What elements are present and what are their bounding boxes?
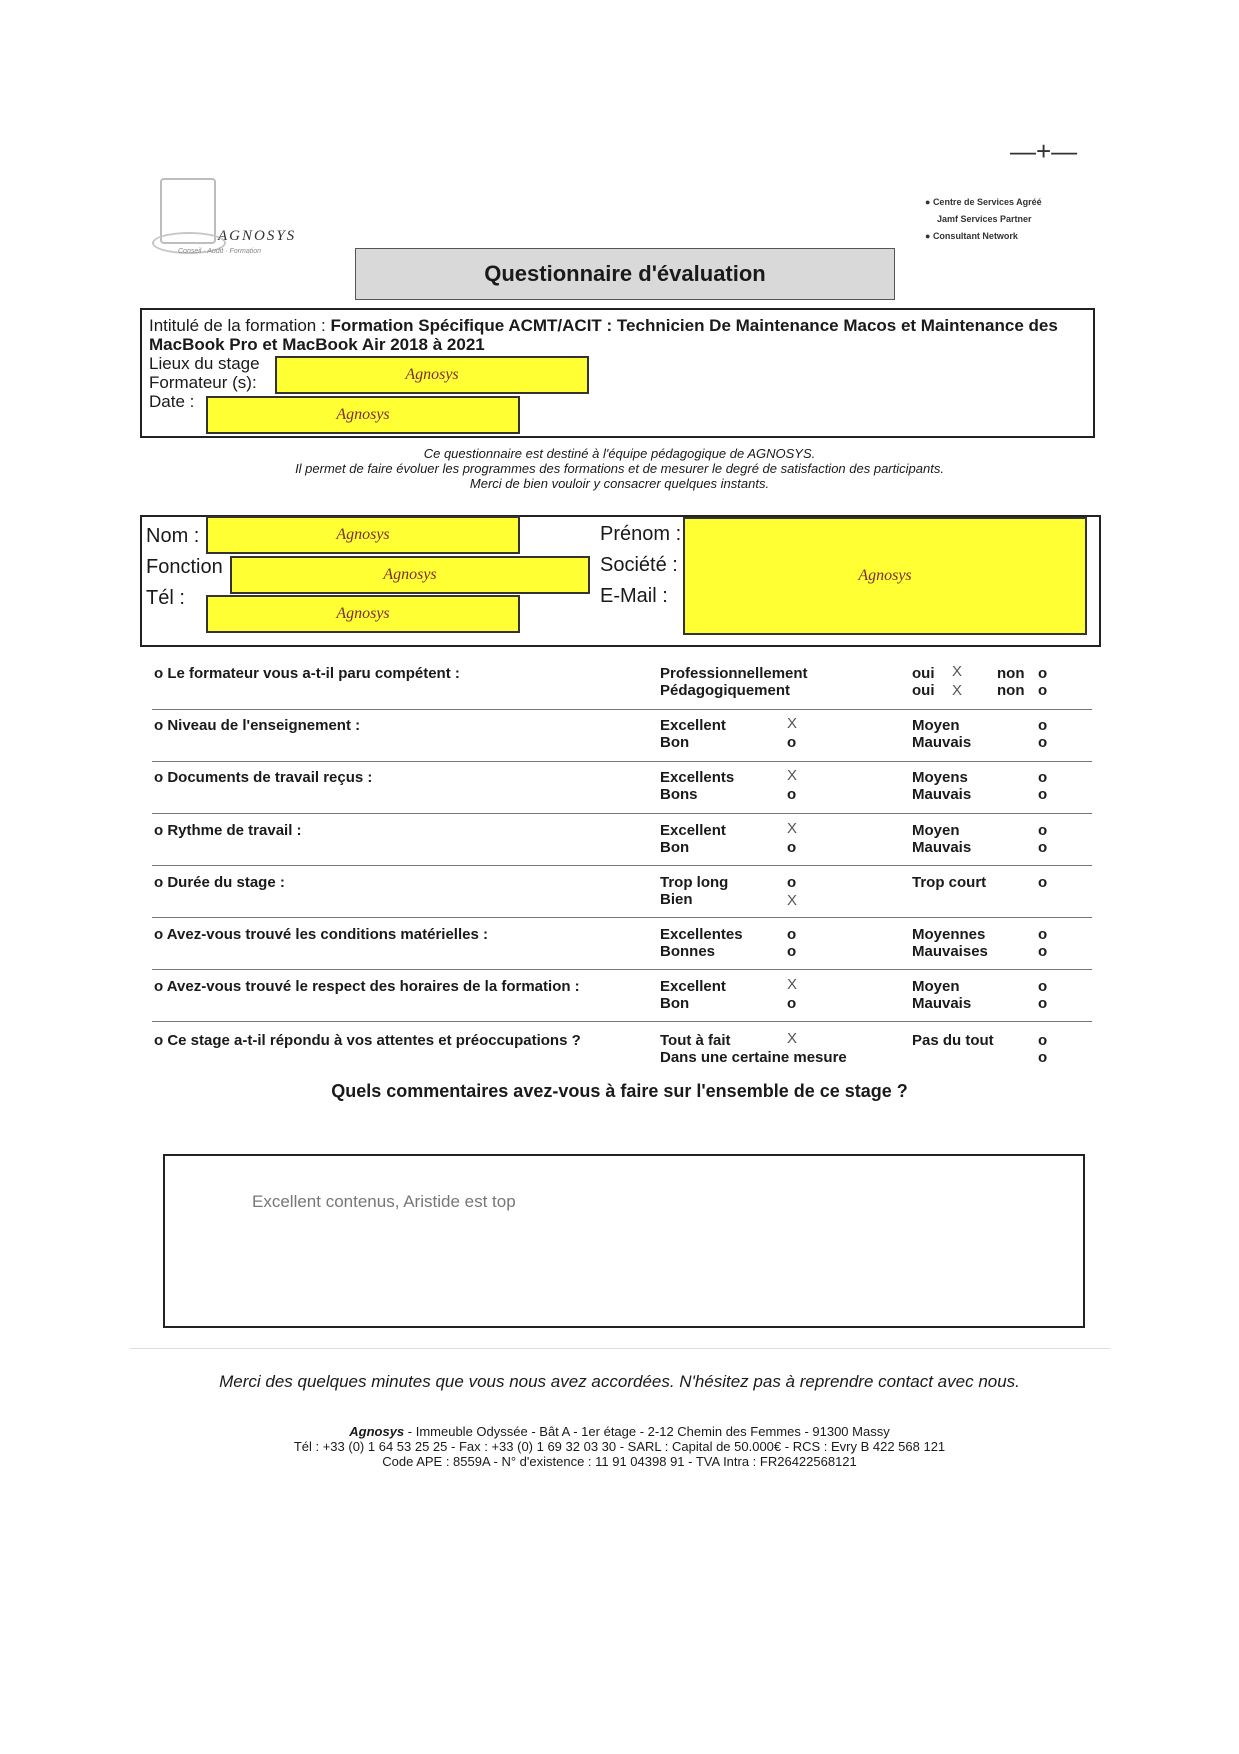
- answer-option: Bon: [660, 839, 690, 856]
- divider: [152, 969, 1092, 970]
- radio-mark: o: [1038, 926, 1048, 943]
- redacted-contact: Agnosys: [683, 517, 1087, 635]
- divider: [152, 761, 1092, 762]
- apple-icon: ●: [925, 197, 933, 207]
- radio-mark: o: [787, 786, 797, 803]
- radio-mark: o: [1038, 717, 1048, 734]
- radio-mark: o: [787, 839, 797, 856]
- radio-mark: o: [1038, 822, 1048, 839]
- check-mark: X: [787, 892, 798, 909]
- signature-mark: —+—: [1010, 136, 1078, 166]
- answer-option: Excellent: [660, 822, 726, 839]
- redacted-nom: Agnosys: [206, 516, 520, 554]
- company-footer: [0, 1424, 1239, 1469]
- fonction-label: Fonction: [146, 556, 223, 578]
- comments-box: [163, 1154, 1085, 1328]
- question-text: o Durée du stage :: [154, 874, 285, 891]
- question-row: [152, 665, 1092, 705]
- answer-option: non: [997, 682, 1025, 699]
- answer-option: Excellent: [660, 717, 726, 734]
- answer-option: Bon: [660, 995, 690, 1012]
- answer-option: Bien: [660, 891, 693, 908]
- radio-mark: o: [1038, 734, 1048, 751]
- answer-option: Trop long: [660, 874, 729, 891]
- radio-mark: o: [787, 943, 797, 960]
- partner-line: ● Centre de Services Agréé: [925, 197, 1042, 207]
- redacted-fonction: Agnosys: [230, 556, 590, 594]
- intro-text: Ce questionnaire est destiné à l'équipe pédagogique de AGNOSYS. Il permet de faire évoluer les programmes des formations et de mesurer le degré de satisfaction des participants. Merci de bien vouloir y consacrer quelques instants.: [295, 446, 944, 491]
- redacted-place-trainer: Agnosys: [275, 356, 589, 394]
- check-mark: X: [787, 1030, 798, 1047]
- divider: [130, 1348, 1110, 1349]
- question-text: o Niveau de l'enseignement :: [154, 717, 361, 734]
- legal-line: Code APE : 8559A - N° d'existence : 11 91 04398 91 - TVA Intra : FR26422568121: [382, 1454, 857, 1469]
- radio-mark: o: [1038, 839, 1048, 856]
- tel-label: Tél :: [146, 587, 185, 609]
- answer-option: Moyen: [912, 822, 960, 839]
- partner-line: ● Consultant Network: [925, 231, 1018, 241]
- question-row: [152, 1032, 1092, 1072]
- trainer-label: Formateur (s):: [149, 373, 257, 392]
- question-text: o Le formateur vous a-t-il paru compétent :: [154, 665, 460, 682]
- answer-option: Excellentes: [660, 926, 743, 943]
- check-mark: X: [787, 767, 798, 784]
- nom-label: Nom :: [146, 525, 200, 547]
- logo-tagline: Conseil · Audit · Formation: [178, 248, 261, 255]
- radio-mark: o: [1038, 995, 1048, 1012]
- answer-option: Pas du tout: [912, 1032, 994, 1049]
- radio-mark: o: [787, 874, 797, 891]
- partner-line: Jamf Services Partner: [937, 214, 1032, 224]
- answer-option: Professionnellement: [660, 665, 808, 682]
- logo-name: AGNOSYS: [218, 228, 297, 244]
- radio-mark: o: [1038, 1032, 1048, 1049]
- answer-option: Excellent: [660, 978, 726, 995]
- date-label: Date :: [149, 392, 195, 411]
- comment-text: Excellent contenus, Aristide est top: [252, 1192, 516, 1211]
- email-label: E-Mail :: [600, 585, 668, 607]
- radio-mark: o: [1038, 978, 1048, 995]
- divider: [152, 1021, 1092, 1022]
- answer-option: Dans une certaine mesure: [660, 1049, 847, 1066]
- contact-line: Tél : +33 (0) 1 64 53 25 25 - Fax : +33 (0) 1 69 32 03 30 - SARL : Capital de 50.000€ - RCS : Evry B 422 568 121: [293, 1439, 946, 1454]
- redacted-date: Agnosys: [206, 396, 520, 434]
- divider: [152, 865, 1092, 866]
- divider: [152, 709, 1092, 710]
- training-label: Intitulé de la formation :: [149, 316, 331, 335]
- prenom-label: Prénom :: [600, 523, 682, 545]
- answer-option: Mauvais: [912, 786, 972, 803]
- answer-option: Tout à fait: [660, 1032, 731, 1049]
- answer-option: oui: [912, 665, 935, 682]
- answer-option: Mauvais: [912, 995, 972, 1012]
- radio-mark: o: [1038, 943, 1048, 960]
- question-text: o Documents de travail reçus :: [154, 769, 373, 786]
- company-name: Agnosys: [349, 1424, 405, 1439]
- answer-option: Excellents: [660, 769, 735, 786]
- answer-option: Mauvais: [912, 734, 972, 751]
- answer-option: Mauvaises: [912, 943, 988, 960]
- radio-mark: o: [1038, 769, 1048, 786]
- answer-option: Bonnes: [660, 943, 716, 960]
- question-text: o Ce stage a-t-il répondu à vos attentes et préoccupations ?: [154, 1032, 581, 1049]
- radio-mark: o: [1038, 786, 1048, 803]
- check-mark: X: [952, 682, 963, 699]
- question-text: o Avez-vous trouvé les conditions matérielles :: [154, 926, 488, 943]
- radio-mark: o: [787, 995, 797, 1012]
- page-title: Questionnaire d'évaluation: [355, 248, 895, 300]
- answer-option: non: [997, 665, 1025, 682]
- redacted-tel: Agnosys: [206, 595, 520, 633]
- check-mark: X: [787, 715, 798, 732]
- question-row: [152, 978, 1092, 1018]
- answer-option: Moyennes: [912, 926, 986, 943]
- partner-badges: [925, 194, 1042, 245]
- apple-icon: ●: [925, 231, 933, 241]
- radio-mark: o: [1038, 665, 1048, 682]
- answer-option: Moyens: [912, 769, 968, 786]
- answer-option: Bon: [660, 734, 690, 751]
- training-title: Formation Spécifique ACMT/ACIT : Technicien De Maintenance Macos et Maintenance des MacBook Pro et MacBook Air 2018 à 2021: [149, 316, 1058, 354]
- answer-option: Mauvais: [912, 839, 972, 856]
- divider: [152, 917, 1092, 918]
- radio-mark: o: [1038, 1049, 1048, 1066]
- question-row: [152, 717, 1092, 757]
- question-text: o Avez-vous trouvé le respect des horaires de la formation :: [154, 978, 580, 995]
- question-row: [152, 769, 1092, 809]
- answer-option: Bons: [660, 786, 698, 803]
- answer-option: Trop court: [912, 874, 987, 891]
- question-row: [152, 926, 1092, 966]
- address-line: Agnosys - Immeuble Odyssée - Bât A - 1er étage - 2-12 Chemin des Femmes - 91300 Massy: [349, 1424, 890, 1439]
- answer-option: Pédagogiquement: [660, 682, 791, 699]
- answer-option: oui: [912, 682, 935, 699]
- check-mark: X: [952, 663, 963, 680]
- answer-option: Moyen: [912, 978, 960, 995]
- radio-mark: o: [787, 926, 797, 943]
- radio-mark: o: [1038, 874, 1048, 891]
- radio-mark: o: [1038, 682, 1048, 699]
- comments-title: Quels commentaires avez-vous à faire sur l'ensemble de ce stage ?: [331, 1081, 908, 1101]
- check-mark: X: [787, 820, 798, 837]
- question-text: o Rythme de travail :: [154, 822, 302, 839]
- answer-option: Moyen: [912, 717, 960, 734]
- place-label: Lieux du stage: [149, 354, 260, 373]
- thanks-message: Merci des quelques minutes que vous nous avez accordées. N'hésitez pas à reprendre contact avec nous.: [219, 1372, 1020, 1391]
- radio-mark: o: [787, 734, 797, 751]
- check-mark: X: [787, 976, 798, 993]
- divider: [152, 813, 1092, 814]
- question-row: [152, 822, 1092, 862]
- societe-label: Société :: [600, 554, 678, 576]
- question-row: [152, 874, 1092, 914]
